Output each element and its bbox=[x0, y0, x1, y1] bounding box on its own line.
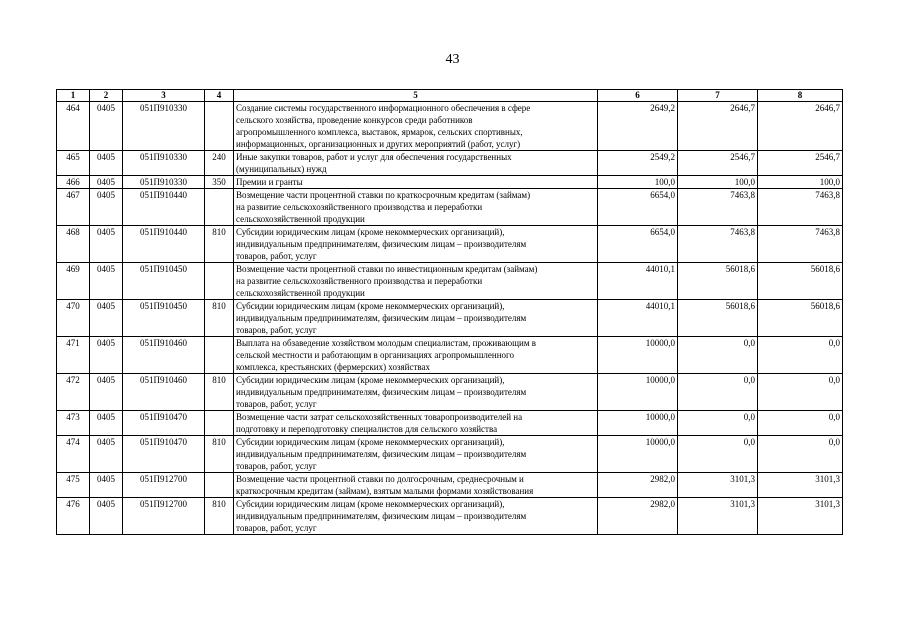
description-line: товаров, работ, услуг bbox=[236, 325, 317, 335]
description-line: индивидуальным предпринимателям, физическим лицам – производителям bbox=[236, 511, 527, 521]
description-line: Выплата на обзаведение хозяйством молодым специалистам, проживающим в bbox=[236, 338, 537, 348]
amount-col7: 7463,8 bbox=[678, 226, 758, 263]
amount-col8: 3101,3 bbox=[758, 498, 843, 535]
description-cell bbox=[234, 473, 598, 498]
amount-col6: 100,0 bbox=[598, 176, 678, 189]
description-cell bbox=[234, 300, 598, 337]
description-line: Субсидии юридическим лицам (кроме некоммерческих организаций), bbox=[236, 437, 505, 447]
table-row bbox=[57, 411, 843, 436]
description-line: подготовку и переподготовку специалистов для сельского хозяйства bbox=[236, 424, 498, 434]
column-header: 1 bbox=[57, 90, 90, 102]
description-line: на развитие сельскохозяйственного производства и переработки bbox=[236, 202, 483, 212]
description-line: Возмещение части процентной ставки по краткосрочным кредитам (займам) bbox=[236, 190, 531, 200]
table-row bbox=[57, 263, 843, 300]
row-number: 473 bbox=[57, 411, 90, 436]
amount-col6: 2982,0 bbox=[598, 498, 678, 535]
expense-type-code: 350 bbox=[205, 176, 234, 189]
description-cell bbox=[234, 189, 598, 226]
description-line: Субсидии юридическим лицам (кроме некоммерческих организаций), bbox=[236, 375, 505, 385]
description-cell bbox=[234, 337, 598, 374]
expense-type-code bbox=[205, 473, 234, 498]
amount-col8: 7463,8 bbox=[758, 189, 843, 226]
amount-col6: 2649,2 bbox=[598, 102, 678, 151]
amount-col7: 0,0 bbox=[678, 436, 758, 473]
amount-col7: 0,0 bbox=[678, 337, 758, 374]
row-number: 475 bbox=[57, 473, 90, 498]
table-row bbox=[57, 498, 843, 535]
row-number: 472 bbox=[57, 374, 90, 411]
expense-type-code: 810 bbox=[205, 226, 234, 263]
table-row bbox=[57, 300, 843, 337]
amount-col6: 2982,0 bbox=[598, 473, 678, 498]
description-line: Возмещение части процентной ставки по инвестиционным кредитам (займам) bbox=[236, 264, 538, 274]
description-line: Возмещение части процентной ставки по долгосрочным, среднесрочным и bbox=[236, 474, 524, 484]
amount-col6: 6654,0 bbox=[598, 189, 678, 226]
amount-col8: 100,0 bbox=[758, 176, 843, 189]
table-row bbox=[57, 189, 843, 226]
amount-col8: 0,0 bbox=[758, 436, 843, 473]
target-article-code: 051П912700 bbox=[123, 473, 205, 498]
description-line: сельскохозяйственной продукции bbox=[236, 288, 365, 298]
description-cell bbox=[234, 151, 598, 176]
expense-type-code bbox=[205, 102, 234, 151]
amount-col8: 0,0 bbox=[758, 411, 843, 436]
row-number: 476 bbox=[57, 498, 90, 535]
description-line: товаров, работ, услуг bbox=[236, 523, 317, 533]
amount-col7: 56018,6 bbox=[678, 300, 758, 337]
description-line: индивидуальным предпринимателям, физическим лицам – производителям bbox=[236, 313, 527, 323]
section-code: 0405 bbox=[90, 337, 123, 374]
column-header: 5 bbox=[234, 90, 598, 102]
description-line: Создание системы государственного информационного обеспечения в сфере bbox=[236, 103, 531, 113]
row-number: 471 bbox=[57, 337, 90, 374]
amount-col8: 2646,7 bbox=[758, 102, 843, 151]
table-row bbox=[57, 436, 843, 473]
amount-col8: 0,0 bbox=[758, 374, 843, 411]
section-code: 0405 bbox=[90, 263, 123, 300]
description-line: индивидуальным предпринимателям, физическим лицам – производителям bbox=[236, 239, 527, 249]
expense-type-code: 810 bbox=[205, 498, 234, 535]
table-row bbox=[57, 176, 843, 189]
description-line: товаров, работ, услуг bbox=[236, 461, 317, 471]
row-number: 465 bbox=[57, 151, 90, 176]
row-number: 474 bbox=[57, 436, 90, 473]
amount-col6: 10000,0 bbox=[598, 411, 678, 436]
section-code: 0405 bbox=[90, 436, 123, 473]
amount-col6: 10000,0 bbox=[598, 337, 678, 374]
table-row bbox=[57, 374, 843, 411]
description-line: на развитие сельскохозяйственного производства и переработки bbox=[236, 276, 483, 286]
description-line: информационных, организационных и других мероприятий (работ, услуг) bbox=[236, 139, 521, 149]
description-cell bbox=[234, 102, 598, 151]
section-code: 0405 bbox=[90, 226, 123, 263]
description-line: товаров, работ, услуг bbox=[236, 399, 317, 409]
row-number: 468 bbox=[57, 226, 90, 263]
column-header: 7 bbox=[678, 90, 758, 102]
description-line: Субсидии юридическим лицам (кроме некоммерческих организаций), bbox=[236, 499, 505, 509]
description-line: Возмещение части затрат сельскохозяйственных товаропроизводителей на bbox=[236, 412, 523, 422]
target-article-code: 051П910440 bbox=[123, 189, 205, 226]
target-article-code: 051П910330 bbox=[123, 102, 205, 151]
amount-col6: 6654,0 bbox=[598, 226, 678, 263]
target-article-code: 051П910470 bbox=[123, 411, 205, 436]
target-article-code: 051П910460 bbox=[123, 337, 205, 374]
section-code: 0405 bbox=[90, 151, 123, 176]
row-number: 464 bbox=[57, 102, 90, 151]
description-line: Субсидии юридическим лицам (кроме некоммерческих организаций), bbox=[236, 227, 505, 237]
expense-type-code bbox=[205, 263, 234, 300]
amount-col6: 2549,2 bbox=[598, 151, 678, 176]
description-cell bbox=[234, 176, 598, 189]
row-number: 467 bbox=[57, 189, 90, 226]
description-cell bbox=[234, 411, 598, 436]
amount-col8: 3101,3 bbox=[758, 473, 843, 498]
amount-col7: 100,0 bbox=[678, 176, 758, 189]
section-code: 0405 bbox=[90, 473, 123, 498]
amount-col8: 7463,8 bbox=[758, 226, 843, 263]
description-cell bbox=[234, 498, 598, 535]
amount-col6: 10000,0 bbox=[598, 436, 678, 473]
description-line: Иные закупки товаров, работ и услуг для обеспечения государственных bbox=[236, 152, 512, 162]
amount-col7: 0,0 bbox=[678, 411, 758, 436]
description-line: индивидуальным предпринимателям, физическим лицам – производителям bbox=[236, 449, 527, 459]
expense-type-code: 810 bbox=[205, 374, 234, 411]
table-row bbox=[57, 102, 843, 151]
expense-type-code bbox=[205, 189, 234, 226]
description-cell bbox=[234, 226, 598, 263]
description-line: Субсидии юридическим лицам (кроме некоммерческих организаций), bbox=[236, 301, 505, 311]
expense-type-code bbox=[205, 411, 234, 436]
amount-col7: 2646,7 bbox=[678, 102, 758, 151]
amount-col7: 56018,6 bbox=[678, 263, 758, 300]
column-header: 3 bbox=[123, 90, 205, 102]
target-article-code: 051П910450 bbox=[123, 300, 205, 337]
table-row bbox=[57, 151, 843, 176]
section-code: 0405 bbox=[90, 189, 123, 226]
budget-table bbox=[56, 89, 843, 535]
section-code: 0405 bbox=[90, 102, 123, 151]
amount-col8: 56018,6 bbox=[758, 263, 843, 300]
description-line: краткосрочным кредитам (займам), взятым малыми формами хозяйствования bbox=[236, 486, 534, 496]
column-header: 6 bbox=[598, 90, 678, 102]
expense-type-code bbox=[205, 337, 234, 374]
description-line: сельской местности и работающим в организациях агропромышленного bbox=[236, 350, 515, 360]
table-row bbox=[57, 337, 843, 374]
amount-col8: 2546,7 bbox=[758, 151, 843, 176]
target-article-code: 051П910450 bbox=[123, 263, 205, 300]
description-line: индивидуальным предпринимателям, физическим лицам – производителям bbox=[236, 387, 527, 397]
target-article-code: 051П912700 bbox=[123, 498, 205, 535]
row-number: 470 bbox=[57, 300, 90, 337]
amount-col8: 56018,6 bbox=[758, 300, 843, 337]
description-line: Премии и гранты bbox=[236, 177, 303, 187]
row-number: 466 bbox=[57, 176, 90, 189]
description-cell bbox=[234, 436, 598, 473]
amount-col7: 3101,3 bbox=[678, 473, 758, 498]
amount-col7: 3101,3 bbox=[678, 498, 758, 535]
section-code: 0405 bbox=[90, 498, 123, 535]
amount-col6: 44010,1 bbox=[598, 263, 678, 300]
target-article-code: 051П910440 bbox=[123, 226, 205, 263]
description-cell bbox=[234, 374, 598, 411]
row-number: 469 bbox=[57, 263, 90, 300]
column-header: 2 bbox=[90, 90, 123, 102]
column-header: 4 bbox=[205, 90, 234, 102]
expense-type-code: 240 bbox=[205, 151, 234, 176]
description-line: сельского хозяйства, проведение конкурсов среди работников bbox=[236, 115, 473, 125]
column-header: 8 bbox=[758, 90, 843, 102]
amount-col7: 0,0 bbox=[678, 374, 758, 411]
amount-col6: 44010,1 bbox=[598, 300, 678, 337]
description-line: агропромышленного комплекса, выставок, ярмарок, сельских спортивных, bbox=[236, 127, 523, 137]
section-code: 0405 bbox=[90, 300, 123, 337]
target-article-code: 051П910470 bbox=[123, 436, 205, 473]
page-number: 43 bbox=[445, 52, 460, 67]
table-row bbox=[57, 473, 843, 498]
description-line: сельскохозяйственной продукции bbox=[236, 214, 365, 224]
section-code: 0405 bbox=[90, 411, 123, 436]
amount-col8: 0,0 bbox=[758, 337, 843, 374]
description-line: товаров, работ, услуг bbox=[236, 251, 317, 261]
table-header-row bbox=[57, 90, 843, 102]
amount-col7: 7463,8 bbox=[678, 189, 758, 226]
target-article-code: 051П910460 bbox=[123, 374, 205, 411]
description-cell bbox=[234, 263, 598, 300]
description-line: (муниципальных) нужд bbox=[236, 164, 327, 174]
target-article-code: 051П910330 bbox=[123, 151, 205, 176]
table-row bbox=[57, 226, 843, 263]
amount-col6: 10000,0 bbox=[598, 374, 678, 411]
section-code: 0405 bbox=[90, 176, 123, 189]
expense-type-code: 810 bbox=[205, 300, 234, 337]
amount-col7: 2546,7 bbox=[678, 151, 758, 176]
section-code: 0405 bbox=[90, 374, 123, 411]
target-article-code: 051П910330 bbox=[123, 176, 205, 189]
description-line: комплекса, крестьянских (фермерских) хозяйствах bbox=[236, 362, 431, 372]
expense-type-code: 810 bbox=[205, 436, 234, 473]
